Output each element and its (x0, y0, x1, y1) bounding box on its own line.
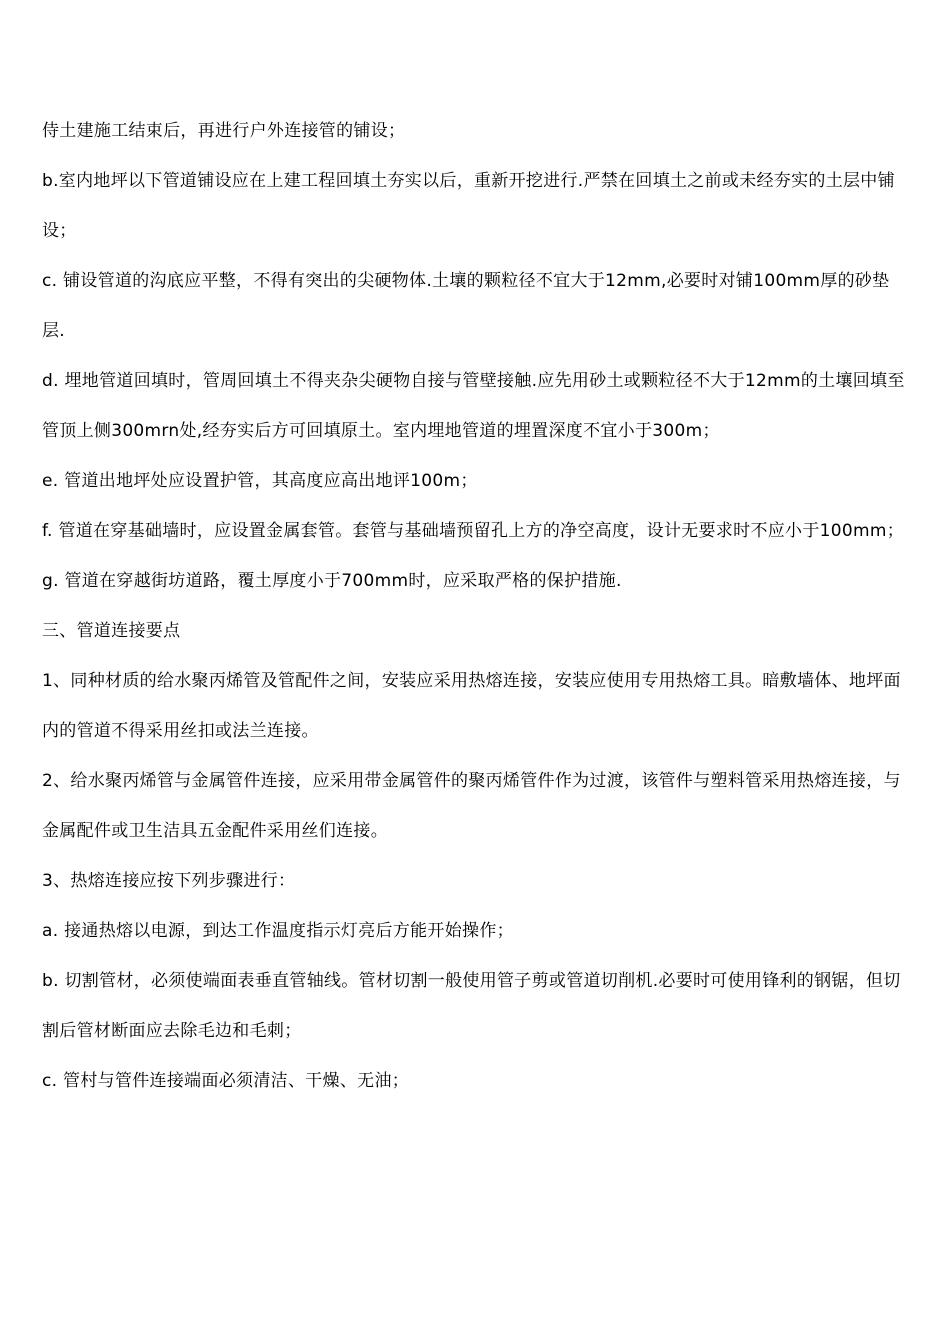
paragraph-item-b: b.室内地坪以下管道铺设应在上建工程回填土夯实以后，重新开挖进行.严禁在回填土之前或未经夯实的土层中铺设； (42, 171, 895, 241)
paragraph-point-3: 3、热熔连接应按下列步骤进行： (42, 871, 296, 891)
section-heading: 三、管道连接要点 (42, 621, 181, 641)
paragraph-continuation: 侍土建施工结束后，再进行户外连接管的铺设； (42, 121, 406, 141)
paragraph-point-2: 2、给水聚丙烯管与金属管件连接，应采用带金属管件的聚丙烯管件作为过渡，该管件与塑料管采用热熔连接，与金属配件或卫生洁具五金配件采用丝们连接。 (42, 771, 901, 841)
paragraph-item-e: e. 管道出地坪处应设置护管，其高度应高出地评100m； (42, 471, 478, 491)
paragraph-item-f: f. 管道在穿基础墙时，应设置金属套管。套管与基础墙预留孔上方的净空高度，设计无要求时不应小于100mm； (42, 521, 905, 541)
document-body (42, 106, 908, 1106)
paragraph-item-g: g. 管道在穿越街坊道路，覆土厚度小于700mm时，应采取严格的保护措施. (42, 571, 622, 591)
paragraph-step-c: c. 管村与管件连接端面必须清洁、干燥、无油； (42, 1071, 410, 1091)
paragraph-step-a: a. 接通热熔以电源，到达工作温度指示灯亮后方能开始操作； (42, 921, 514, 941)
paragraph-point-1: 1、同种材质的给水聚丙烯管及管配件之间，安装应采用热熔连接，安装应使用专用热熔工具。暗敷墙体、地坪面内的管道不得采用丝扣或法兰连接。 (42, 671, 901, 741)
paragraph-item-c: c. 铺设管道的沟底应平整，不得有突出的尖硬物体.土壤的颗粒径不宜大于12mm,必要时对铺100mm厚的砂垫层. (42, 271, 890, 341)
paragraph-step-b: b. 切割管材，必须使端面表垂直管轴线。管材切割一般使用管子剪或管道切削机.必要时可使用锋利的钢锯，但切割后管材断面应去除毛边和毛刺； (42, 971, 901, 1041)
paragraph-item-d: d. 埋地管道回填时，管周回填土不得夹杂尖硬物自接与管壁接触.应先用砂土或颗粒径不大于12mm的土壤回填至管顶上侧300mrn处,经夯实后方可回填原土。室内埋地管道的埋置深度不宜小于300m； (42, 371, 905, 441)
